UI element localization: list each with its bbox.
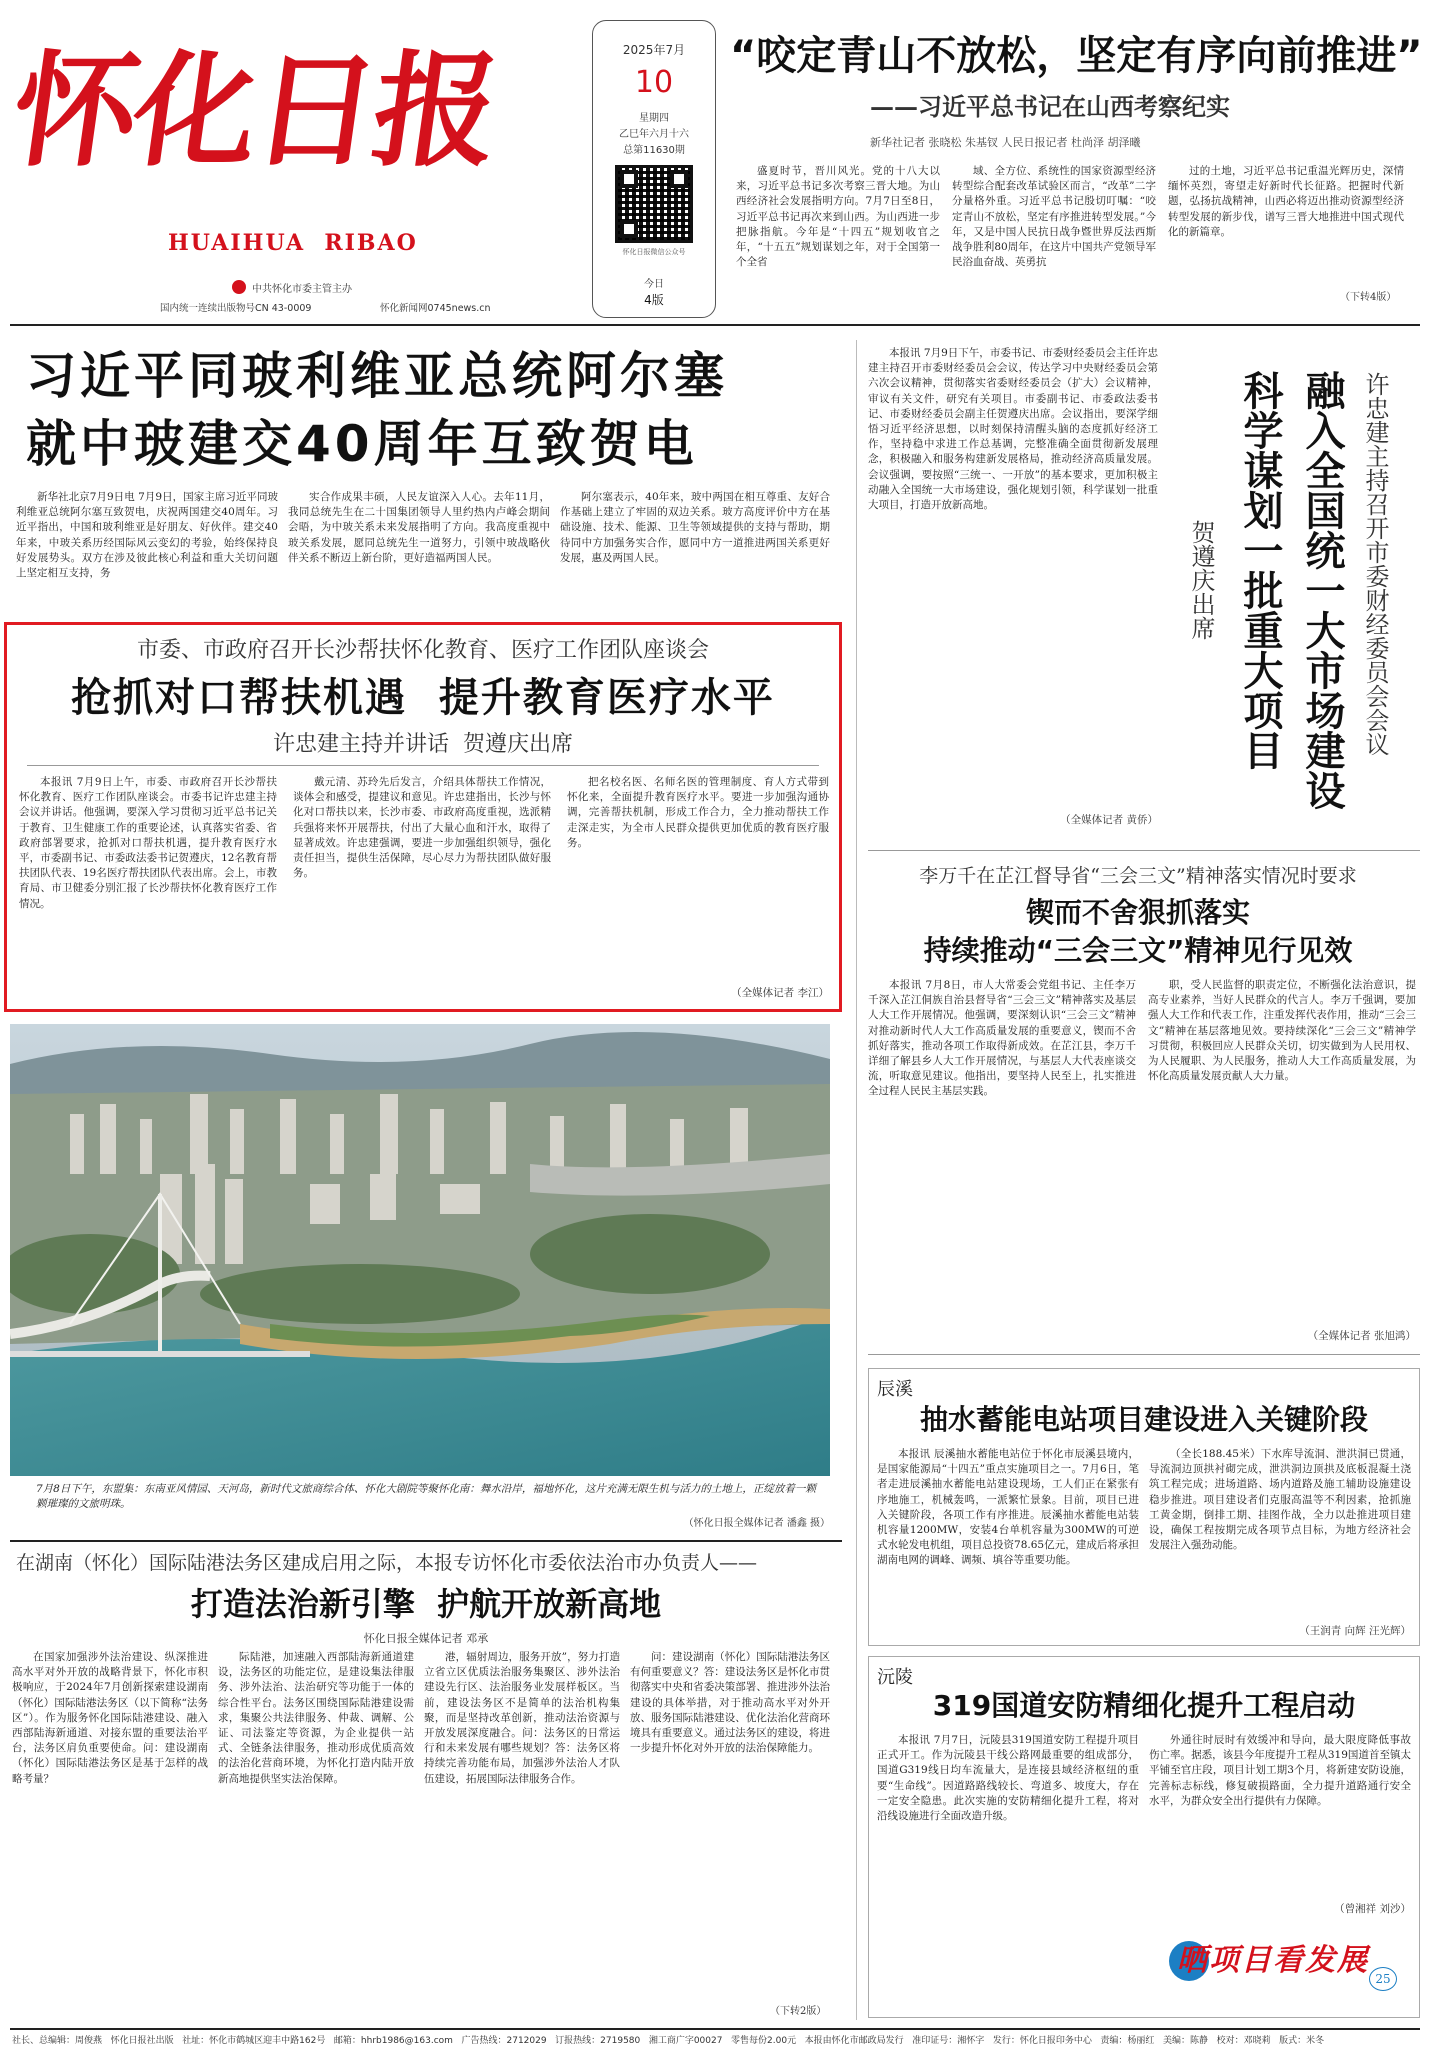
law-byline: 怀化日报全媒体记者 邓承	[363, 1632, 489, 1645]
g319-headline[interactable]: 319国道安防精细化提升工程启动	[932, 1689, 1356, 1722]
photo-credit: （怀化日报全媒体记者 潘鑫 摄）	[683, 1518, 830, 1529]
lead-col-3: 阿尔塞表示，40年来，玻中两国在相互尊重、友好合作基础上建立了牢固的双边关系。玻方高度评价中方在基础设施、技术、能源、卫生等领域提供的支持与帮助，期待同中方加强务实合作，愿同中方一道推进两国关系更好发展，惠及两国人民。	[560, 491, 830, 564]
masthead-sponsor: 中共怀化市委主管主办	[252, 284, 352, 295]
law-kicker: 在湖南（怀化）国际陆港法务区建成启用之际，本报专访怀化市委依法治市办负责人——	[16, 1552, 758, 1574]
sanhui-kicker: 李万千在芷江督导省“三会三文”精神落实情况时要求	[919, 865, 1357, 887]
right-feature-divider	[868, 850, 1420, 851]
date-weekday: 星期四	[639, 113, 669, 124]
date-lunar: 乙巳年六月十六	[619, 129, 689, 140]
right-feature-sub-1: 许忠建主持召开市委财经委员会会议	[1361, 372, 1389, 756]
g319-location: 沅陵	[877, 1667, 913, 1688]
stamp-number: 25	[1369, 1967, 1397, 1991]
footer-divider	[10, 2028, 1420, 2030]
issue-total: 总第11630期	[623, 145, 685, 156]
law-col-4: 问：建设湖南（怀化）国际陆港法务区有何重要意义？答：建设法务区是怀化市贯彻落实中央和省委决策部署、推进涉外法治建设的具体举措，对于推动高水平对外开放、服务国际陆港建设、优化法治化营商环境具有重要意义。通过法务区的建设，将进一步提升怀化对外开放的法治保障能力。	[630, 1651, 830, 1755]
right-feature-title-1[interactable]: 融入全国统一大市场建设	[1299, 370, 1345, 810]
boxed-headline[interactable]: 抢抓对口帮扶机遇 提升教育医疗水平	[71, 675, 775, 721]
boxed-col-2: 戴元清、苏玲先后发言，介绍具体帮扶工作情况，谈体会和感受，提建议和意见。许忠建指出，长沙与怀化对口帮扶以来，长沙市委、市政府高度重视，选派精兵强将来怀开展帮扶，付出了大量心血和汗水，取得了显著成效。许忠建强调，要进一步加强组织领导，强化责任担当，提供生活保障，尽心尽力为帮扶团队做好服务。	[293, 776, 551, 880]
qr-caption: 怀化日报微信公众号	[622, 248, 686, 256]
masthead-title: 怀化日报	[3, 39, 505, 184]
sanhui-divider	[868, 1354, 1420, 1355]
g319-box	[868, 1656, 1420, 2018]
boxed-subhead: 许忠建主持并讲话 贺遵庆出席	[273, 732, 573, 757]
sanhui-headline-2[interactable]: 持续推动“三会三文”精神见行见效	[923, 934, 1353, 967]
law-col-2: 际陆港，加速融入西部陆海新通道建设，法务区的功能定位，是建设集法律服务、涉外法治、法治研究等功能于一体的综合性平台。法务区围绕国际陆港建设需求，集聚公共法律服务、仲裁、调解、公证、司法鉴定等资源，为企业提供一站式、全链条法律服务，推动形成优质高效的法治化营商环境，为怀化打造内陆开放新高地提供坚实法治保障。	[218, 1651, 414, 1785]
project-stamp	[1169, 1927, 1409, 2007]
photo-caption: 7月8日下午，东盟集：东南亚风情园、天河岛，新时代文旅商综合体、怀化大剧院等聚怀化南：舞水沿岸，福地怀化，这片充满无限生机与活力的土地上，正绽放着一颗颗璀璨的文旅明珠。	[36, 1483, 816, 1510]
top-story-continued[interactable]: （下转4版）	[1340, 292, 1397, 303]
lead-col-1: 新华社北京7月9日电 7月9日，国家主席习近平同玻利维亚总统阿尔塞互致贺电，庆祝两国建交40周年。习近平指出，中国和玻利维亚是好朋友、好伙伴。建交40年来，中玻关系历经国际风云变幻的考验，始终保持良好发展势头。双方在涉及彼此核心利益和重大关切问题上坚定相互支持，务	[16, 491, 278, 580]
footer-info: 社长、总编辑：周俊燕 怀化日报社出版 社址：怀化市鹤城区迎丰中路162号 邮箱：hhrb1986@163.com 广告热线：2712029 订报热线：2719580 湘工商广字00027 零售每份2.00元 本报由怀化市邮政局发行 准印证号：湘怀字 发行：怀化日报印务中心 责编：杨丽红 美编：陈静 校对：邓晓莉 版式：米冬	[12, 2036, 1325, 2046]
pumped-storage-col-1: 本报讯 辰溪抽水蓄能电站位于怀化市辰溪县境内，是国家能源局“十四五”重点实施项目之一。7月6日，笔者走进辰溪抽水蓄能电站建设现场，工人们正在紧张有序地施工，机械轰鸣，一派繁忙景象。目前，项目已进入关键阶段，各项工作有序推进。辰溪抽水蓄能电站装机容量1200MW，安装4台单机容量为300MW的可逆式水轮发电机组，项目总投资78.65亿元，建成后将承担湖南电网的调峰、调频、填谷等重要功能。	[877, 1448, 1139, 1567]
sanhui-col-2: 职，受人民监督的职责定位，不断强化法治意识，提高专业素养，当好人民群众的代言人。李万千强调，要加强人大工作和代表工作，注重发挥代表作用，推动“三会三文”精神在基层落地见效。要持续深化“三会三文”精神学习贯彻，积极回应人民群众关切，切实做到为人民用权、为人民履职、为人民服务，推动人大工作高质量发展，为怀化高质量发展贡献人大力量。	[1148, 979, 1416, 1083]
sanhui-col-1: 本报讯 7月8日，市人大常委会党组书记、主任李万千深入芷江侗族自治县督导省“三会三文”精神落实及基层人大工作开展情况。他强调，要深刻认识“三会三文”精神对推动新时代人大工作高质量发展的重要意义，锲而不舍抓好落实，推动各项工作取得新成效。在芷江县，李万千详细了解县乡人大工作开展情况，与基层人大代表座谈交流，听取意见建议。他指出，要坚持人民至上，扎实推进全过程人民民主基层实践。	[868, 979, 1136, 1098]
boxed-byline: （全媒体记者 李江）	[731, 987, 829, 999]
masthead-website: 怀化新闻网0745news.cn	[380, 303, 491, 314]
top-story-headline[interactable]: “咬定青山不放松，坚定有序向前推进”	[730, 33, 1423, 79]
top-story-byline: 新华社记者 张晓松 朱基钗 人民日报记者 杜尚泽 胡泽曦	[870, 136, 1141, 149]
lead-col-2: 实合作成果丰硕，人民友谊深入人心。去年11月，我同总统先生在二十国集团领导人里约热内卢峰会期间会晤，为中玻关系未来发展指明了方向。我高度重视中玻关系发展，愿同总统先生一道努力，引领中玻战略伙伴关系不断迈上新台阶，更好造福两国人民。	[288, 491, 550, 564]
masthead-divider	[10, 324, 1420, 326]
boxed-divider	[27, 765, 819, 766]
pumped-storage-col-2: （全长188.45米）下水库导流洞、泄洪洞已贯通，导流洞边顶拱衬砌完成，泄洪洞边顶拱及底板混凝土浇筑工程完成；进场道路、场内道路及施工辅助设施建设稳步推进。项目建设者们克服高温等不利因素，抢抓施工黄金期，倒排工期、挂图作战，全力以赴推进项目建设，确保工程按期完成各项节点目标，为地方经济社会发展注入强劲动能。	[1149, 1448, 1411, 1552]
law-col-1: 在国家加强涉外法治建设、纵深推进高水平对外开放的战略背景下，怀化市积极响应，于2024年7月创新探索建设湖南（怀化）国际陆港法务区（以下简称“法务区”）。作为服务怀化国际陆港建设、融入西部陆海新通道、对接东盟的重要法治平台，法务区肩负重要使命。问：建设湖南（怀化）国际陆港法务区是基于怎样的战略考量？	[12, 1651, 208, 1785]
top-story-col-2: 域、全方位、系统性的国家资源型经济转型综合配套改革试验区而言，“改革”二字分量格外重。习近平总书记殷切叮嘱：“咬定青山不放松，坚定有序推进转型发展。”今年，又是中国人民抗日战争暨世界反法西斯战争胜利80周年，在这片中国共产党领导军民浴血奋战、英勇抗	[952, 165, 1156, 269]
pumped-storage-location: 辰溪	[877, 1379, 913, 1400]
date-box	[592, 20, 716, 318]
pumped-storage-box	[868, 1368, 1420, 1646]
boxed-story	[4, 622, 842, 1012]
pumped-storage-headline[interactable]: 抽水蓄能电站项目建设进入关键阶段	[919, 1403, 1368, 1436]
sanhui-headline-1[interactable]: 锲而不舍狠抓落实	[1025, 896, 1250, 929]
law-continued[interactable]: （下转2版）	[770, 2006, 827, 2017]
page-count: 4版	[644, 293, 664, 307]
right-feature-byline: （全媒体记者 黄侨）	[1060, 814, 1158, 826]
top-story-subhead: ——习近平总书记在山西考察纪实	[870, 92, 1230, 121]
party-emblem	[232, 280, 246, 294]
lead-headline-2[interactable]: 就中玻建交40周年互致贺电	[26, 415, 698, 473]
g319-col-2: 外通往时辰时有效缓冲和导向，最大限度降低事故伤亡率。据悉，该县今年度提升工程从319国道首至镇太平铺至官庄段，项目计划工期3个月，将新建安防设施，完善标志标线，修复破损路面，全力提升道路通行安全水平，为群众安全出行提供有力保障。	[1149, 1734, 1411, 1807]
today-label: 今日	[644, 279, 664, 290]
law-col-3: 港，辐射周边，服务开放”，努力打造立省立区优质法治服务集聚区、涉外法治建设先行区、法治服务业发展样板区。当前，建设法务区不是简单的法治机构集聚，而是坚持改革创新，推动法治资源与开放发展深度融合。问：法务区的日常运行和未来发展有哪些规划？答：法务区将持续完善功能布局，加强涉外法治人才队伍建设，拓展国际法律服务合作。	[424, 1651, 620, 1785]
sanhui-byline: （全媒体记者 张旭鸿）	[1307, 1330, 1416, 1342]
date-year-month: 2025年7月	[622, 43, 686, 57]
photo-divider	[10, 1540, 842, 1542]
right-column-divider	[856, 340, 857, 2020]
masthead-cn-number: 国内统一连续出版物号CN 43-0009	[160, 303, 312, 314]
g319-byline: （曾湘祥 刘沙）	[1334, 1903, 1411, 1915]
boxed-col-3: 把名校名医、名师名医的管理制度、育人方式带到怀化来，全面提升教育医疗水平。要进一步加强沟通协调，完善帮扶机制，形成工作合力，全力推动帮扶工作走深走实，为全市人民群众提供更加优质的教育医疗服务。	[567, 776, 829, 849]
law-headline[interactable]: 打造法治新引擎 护航开放新高地	[190, 1585, 662, 1623]
right-feature-body: 本报讯 7月9日下午，市委书记、市委财经委员会主任许忠建主持召开市委财经委员会会议，传达学习中央财经委员会第六次会议精神，贯彻落实省委财经委员会（扩大）会议精神，审议有关文件，研究有关项目。市委副书记、市委政法委书记、市委财经委员会副主任贺遵庆出席。会议指出，要深学细悟习近平经济思想，以时刻保持清醒头脑的态度抓好经济工作，坚持稳中求进工作总基调，完整准确全面贯彻新发展理念，积极融入和服务构建新发展格局，推动经济高质量发展。会议强调，要按照“三统一、一开放”的基本要求，更加积极主动融入全国统一大市场建设，强化规划引领，科学谋划一批重大项目，打造开放新高地。	[868, 347, 1158, 512]
city-aerial-photo[interactable]	[10, 1024, 830, 1476]
top-story-col-3: 过的土地，习近平总书记重温光辉历史，深情缅怀英烈，寄望走好新时代长征路。把握时代新题，弘扬抗战精神，山西必将迈出推动资源型经济转型发展的新步伐，谱写三晋大地推进中国式现代化的新篇章。	[1168, 165, 1404, 238]
right-feature-title-2[interactable]: 科学谋划一批重大项目	[1237, 370, 1283, 770]
masthead	[0, 0, 1430, 330]
stamp-text: 晒项目看发展	[1177, 1943, 1369, 1978]
masthead-pinyin: HUAIHUA RIBAO	[168, 230, 418, 256]
date-day: 10	[634, 65, 674, 100]
g319-col-1: 本报讯 7月7日，沅陵县319国道安防工程提升项目正式开工。作为沅陵县干线公路网最重要的组成部分，国道G319线日均车流量大，是连接县域经济枢纽的重要“生命线”。因道路路线较长、弯道多、坡度大，存在一定安全隐患。此次实施的安防精细化提升工程，将对沿线设施进行全面改造升级。	[877, 1734, 1139, 1823]
boxed-kicker: 市委、市政府召开长沙帮扶怀化教育、医疗工作团队座谈会	[136, 638, 709, 663]
lead-headline-1[interactable]: 习近平同玻利维亚总统阿尔塞	[26, 347, 728, 405]
pumped-storage-byline: （王润青 向辉 汪光辉）	[1299, 1625, 1411, 1637]
right-feature-sub-2: 贺遵庆出席	[1187, 520, 1215, 640]
top-story-col-1: 盛夏时节，晋川风光。党的十八大以来，习近平总书记多次考察三晋大地。为山西经济社会发展指明方向。7月7日至8日，习近平总书记再次来到山西。为山西进一步把脉指航。今年是“十四五”规划收官之年，“十五五”规划谋划之年，对于全国第一个全省	[736, 165, 940, 269]
city-aerial-image	[10, 1024, 830, 1476]
boxed-col-1: 本报讯 7月9日上午，市委、市政府召开长沙帮扶怀化教育、医疗工作团队座谈会。市委书记许忠建主持会议并讲话。他强调，要深入学习贯彻习近平总书记关于教育、卫生健康工作的重要论述，认真落实省委、省政府部署要求，抢抓对口帮扶机遇，提升教育医疗水平，市委副书记、市委政法委书记贺遵庆，12名教育帮扶团队代表、19名医疗帮扶团队代表出席。会上，市教育局、市卫健委分别汇报了长沙帮扶怀化教育医疗工作情况。	[19, 776, 277, 910]
qr-code[interactable]	[615, 165, 693, 243]
